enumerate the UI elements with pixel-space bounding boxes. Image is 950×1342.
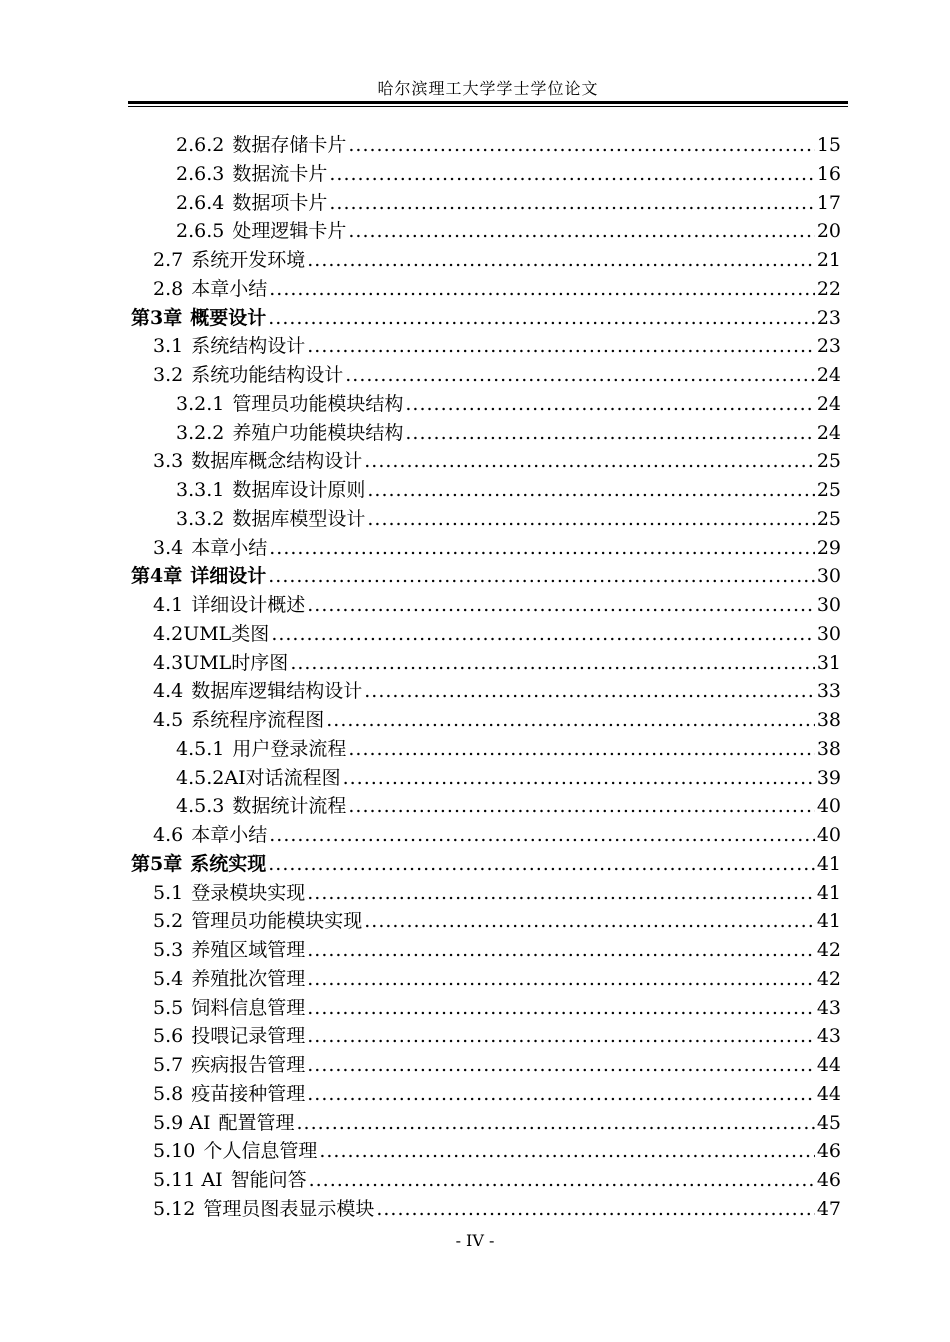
toc-dot-leader [269, 534, 815, 562]
toc-entry-page: 24 [816, 364, 841, 386]
toc-entry-number: 3.2.1 [176, 392, 225, 415]
toc-entry-page: 30 [816, 565, 841, 588]
toc-entry-page: 16 [816, 162, 841, 185]
toc-chapter-entry[interactable] [131, 850, 841, 878]
toc-dot-leader [290, 649, 815, 677]
toc-entry-title: 数据库模型设计 [232, 507, 366, 530]
toc-entry[interactable] [176, 189, 841, 217]
toc-dot-leader [309, 1166, 815, 1194]
toc-entry[interactable] [176, 419, 841, 447]
toc-chapter-entry[interactable] [131, 562, 841, 590]
toc-entry[interactable] [153, 936, 841, 964]
toc-entry-number: 3.2 [153, 364, 184, 386]
toc-entry[interactable] [153, 1195, 841, 1223]
toc-dot-leader [307, 591, 815, 619]
toc-entry[interactable] [153, 275, 841, 303]
toc-entry-page: 23 [816, 306, 841, 329]
toc-entry-page: 30 [816, 594, 841, 616]
toc-entry-title: 养殖批次管理 [191, 967, 306, 990]
toc-entry-title: 系统结构设计 [191, 335, 306, 358]
toc-dot-leader [326, 706, 815, 734]
toc-entry-title: 本章小结 [191, 277, 268, 300]
toc-entry-number: 4.4 [153, 680, 184, 703]
toc-entry-number: 第3章 [131, 306, 183, 329]
toc-entry-title: 登录模块实现 [191, 881, 306, 904]
toc-entry-number: 2.6.5 [176, 220, 225, 243]
toc-entry-page: 41 [816, 852, 841, 875]
toc-dot-leader [307, 965, 815, 993]
toc-entry-number: 5.4 [153, 967, 184, 990]
toc-entry-number: 3.4 [153, 536, 184, 559]
toc-entry-number: 3.3.2 [176, 507, 225, 530]
toc-entry-page: 30 [816, 622, 841, 645]
toc-entry[interactable] [153, 246, 841, 274]
toc-dot-leader [319, 1137, 814, 1165]
toc-dot-leader [364, 447, 815, 475]
toc-dot-leader [268, 562, 815, 590]
toc-entry-number: 5.3 [153, 939, 184, 961]
toc-entry-number: 5.12 [153, 1197, 196, 1220]
toc-entry-page: 24 [816, 392, 841, 415]
toc-dot-leader [405, 419, 814, 447]
toc-entry-number: 5.9 AI [153, 1111, 211, 1134]
toc-entry-number: 第5章 [131, 852, 183, 875]
toc-dot-leader [345, 361, 815, 389]
toc-entry-page: 41 [816, 910, 841, 933]
toc-dot-leader [268, 304, 815, 332]
toc-entry-page: 47 [816, 1197, 841, 1220]
toc-dot-leader [329, 189, 814, 217]
toc-entry[interactable] [153, 994, 841, 1022]
header-rule-thick [128, 101, 848, 104]
toc-dot-leader [307, 994, 815, 1022]
toc-entry[interactable] [176, 476, 841, 504]
toc-entry-title: 养殖区域管理 [191, 939, 306, 961]
toc-dot-leader [364, 907, 815, 935]
toc-dot-leader [348, 792, 814, 820]
toc-dot-leader [348, 735, 814, 763]
toc-entry-number: 3.1 [153, 335, 184, 358]
toc-entry-page: 20 [816, 220, 841, 243]
toc-entry-page: 46 [816, 1169, 841, 1191]
toc-entry-page: 33 [816, 680, 841, 703]
toc-dot-leader [405, 390, 814, 418]
toc-entry-number: 4.3 [153, 651, 184, 674]
toc-dot-leader [307, 936, 815, 964]
toc-entry-page: 43 [816, 1025, 841, 1048]
toc-dot-leader [367, 476, 814, 504]
toc-entry-number: 3.3 [153, 450, 184, 473]
toc-entry-page: 45 [816, 1111, 841, 1134]
toc-entry-title: 配置管理 [218, 1111, 295, 1134]
toc-entry-page: 17 [816, 191, 841, 214]
toc-entry-title: 用户登录流程 [232, 737, 347, 760]
toc-entry[interactable] [153, 965, 841, 993]
toc-entry-number: 4.5.3 [176, 795, 225, 818]
toc-entry-page: 21 [816, 249, 841, 271]
toc-entry-page: 44 [816, 1054, 841, 1076]
toc-entry-title: 数据存储卡片 [232, 134, 347, 156]
toc-entry[interactable] [176, 792, 841, 820]
toc-entry-number: 4.5.2 [176, 766, 225, 789]
toc-entry-number: 5.6 [153, 1025, 184, 1048]
toc-entry-title: UML类图 [183, 622, 270, 645]
toc-entry-page: 46 [816, 1140, 841, 1163]
toc-entry-number: 4.5.1 [176, 737, 225, 760]
toc-entry-page: 38 [816, 737, 841, 760]
toc-dot-leader [348, 217, 814, 245]
toc-entry-title: 数据流卡片 [232, 162, 328, 185]
toc-entry[interactable] [176, 505, 841, 533]
toc-dot-leader [307, 1022, 815, 1050]
toc-entry-page: 25 [816, 507, 841, 530]
toc-entry[interactable] [153, 534, 841, 562]
toc-entry-title: 系统实现 [190, 852, 267, 875]
toc-entry[interactable] [153, 361, 841, 389]
toc-entry-title: 个人信息管理 [203, 1140, 318, 1163]
toc-entry-title: 投喂记录管理 [191, 1025, 306, 1048]
toc-entry-title: 数据库设计原则 [232, 479, 366, 501]
toc-entry-number: 4.5 [153, 709, 184, 731]
toc-entry[interactable] [176, 131, 841, 159]
toc-dot-leader [307, 246, 815, 274]
toc-entry[interactable] [176, 390, 841, 418]
toc-entry-title: 智能问答 [230, 1169, 307, 1191]
toc-entry[interactable] [153, 1022, 841, 1050]
toc-entry[interactable] [153, 1137, 841, 1165]
toc-entry-title: 数据库概念结构设计 [191, 450, 363, 473]
toc-entry-number: 5.5 [153, 996, 184, 1019]
toc-entry-page: 44 [816, 1082, 841, 1105]
toc-entry[interactable] [176, 160, 841, 188]
toc-dot-leader [269, 275, 815, 303]
toc-entry-title: UML时序图 [183, 651, 289, 674]
toc-entry-title: 疫苗接种管理 [191, 1082, 306, 1105]
toc-dot-leader [376, 1195, 814, 1223]
toc-entry-number: 第4章 [131, 565, 183, 588]
toc-entry-title: 系统程序流程图 [191, 709, 325, 731]
toc-entry-page: 15 [816, 134, 841, 156]
toc-entry-title: 养殖户功能模块结构 [232, 421, 404, 444]
toc-entry-title: 详细设计 [190, 565, 267, 588]
toc-entry-number: 3.2.2 [176, 421, 225, 444]
toc-entry[interactable] [176, 735, 841, 763]
toc-entry-title: 本章小结 [191, 824, 268, 846]
toc-entry-number: 2.8 [153, 277, 184, 300]
header-rule-thin [128, 106, 848, 107]
toc-entry-number: 5.7 [153, 1054, 184, 1076]
toc-entry-title: 管理员功能模块实现 [191, 910, 363, 933]
toc-entry-page: 22 [816, 277, 841, 300]
toc-entry-number: 2.6.3 [176, 162, 225, 185]
toc-dot-leader [348, 131, 814, 159]
toc-entry-number: 5.1 [153, 881, 184, 904]
toc-entry[interactable] [153, 332, 841, 360]
toc-entry-title: 数据库逻辑结构设计 [191, 680, 363, 703]
toc-entry-number: 3.3.1 [176, 479, 225, 501]
toc-entry-page: 42 [816, 967, 841, 990]
toc-dot-leader [271, 620, 815, 648]
toc-dot-leader [364, 677, 815, 705]
toc-dot-leader [307, 1051, 815, 1079]
toc-entry-title: 管理员功能模块结构 [232, 392, 404, 415]
toc-entry[interactable] [153, 649, 841, 677]
toc-entry[interactable] [153, 1109, 841, 1137]
toc-dot-leader [307, 1080, 815, 1108]
toc-entry-number: 4.6 [153, 824, 184, 846]
toc-entry-title: 本章小结 [191, 536, 268, 559]
toc-entry-number: 5.10 [153, 1140, 196, 1163]
toc-entry-page: 29 [816, 536, 841, 559]
toc-entry[interactable] [176, 764, 841, 792]
toc-entry-page: 31 [816, 651, 841, 674]
toc-entry-page: 40 [816, 824, 841, 846]
toc-dot-leader [367, 505, 814, 533]
toc-entry-number: 2.6.2 [176, 134, 225, 156]
toc-entry[interactable] [153, 879, 841, 907]
toc-entry[interactable] [153, 677, 841, 705]
toc-entry[interactable] [153, 907, 841, 935]
toc-entry-title: 详细设计概述 [191, 594, 306, 616]
toc-entry-title: 处理逻辑卡片 [232, 220, 347, 243]
toc-entry-page: 23 [816, 335, 841, 358]
toc-entry-title: 疾病报告管理 [191, 1054, 306, 1076]
toc-entry-title: 数据统计流程 [232, 795, 347, 818]
toc-entry[interactable] [153, 620, 841, 648]
page-number: - IV - [455, 1231, 495, 1250]
toc-entry-title: 饲料信息管理 [191, 996, 306, 1019]
toc-entry-number: 2.6.4 [176, 191, 225, 214]
toc-dot-leader [343, 764, 815, 792]
toc-entry-title: 系统功能结构设计 [191, 364, 344, 386]
toc-entry[interactable] [153, 1166, 841, 1194]
toc-entry-title: 数据项卡片 [232, 191, 328, 214]
toc-entry-number: 4.2 [153, 622, 184, 645]
toc-entry-page: 42 [816, 939, 841, 961]
toc-entry-number: 5.11 AI [153, 1169, 223, 1191]
toc-entry[interactable] [153, 706, 841, 734]
toc-entry-title: 管理员图表显示模块 [203, 1197, 375, 1220]
toc-entry-title: AI对话流程图 [224, 766, 341, 789]
toc-entry[interactable] [153, 821, 841, 849]
toc-entry-page: 38 [816, 709, 841, 731]
toc-entry[interactable] [176, 217, 841, 245]
toc-dot-leader [307, 879, 815, 907]
toc-dot-leader [307, 332, 815, 360]
toc-entry-number: 4.1 [153, 594, 184, 616]
toc-entry-page: 25 [816, 479, 841, 501]
toc-entry-page: 25 [816, 450, 841, 473]
toc-entry-page: 39 [816, 766, 841, 789]
toc-entry-title: 系统开发环境 [191, 249, 306, 271]
toc-entry[interactable] [153, 1051, 841, 1079]
toc-dot-leader [269, 821, 815, 849]
toc-entry-page: 41 [816, 881, 841, 904]
toc-entry[interactable] [153, 591, 841, 619]
toc-dot-leader [297, 1109, 815, 1137]
toc-entry-number: 2.7 [153, 249, 184, 271]
toc-entry[interactable] [153, 1080, 841, 1108]
toc-entry-number: 5.8 [153, 1082, 184, 1105]
toc-dot-leader [268, 850, 815, 878]
toc-entry[interactable] [153, 447, 841, 475]
toc-dot-leader [329, 160, 814, 188]
toc-chapter-entry[interactable] [131, 304, 841, 332]
toc-entry-number: 5.2 [153, 910, 184, 933]
toc-entry-page: 40 [816, 795, 841, 818]
toc-entry-title: 概要设计 [190, 306, 267, 329]
running-header: 哈尔滨理工大学学士学位论文 [377, 79, 599, 98]
toc-entry-page: 24 [816, 421, 841, 444]
toc-entry-page: 43 [816, 996, 841, 1019]
